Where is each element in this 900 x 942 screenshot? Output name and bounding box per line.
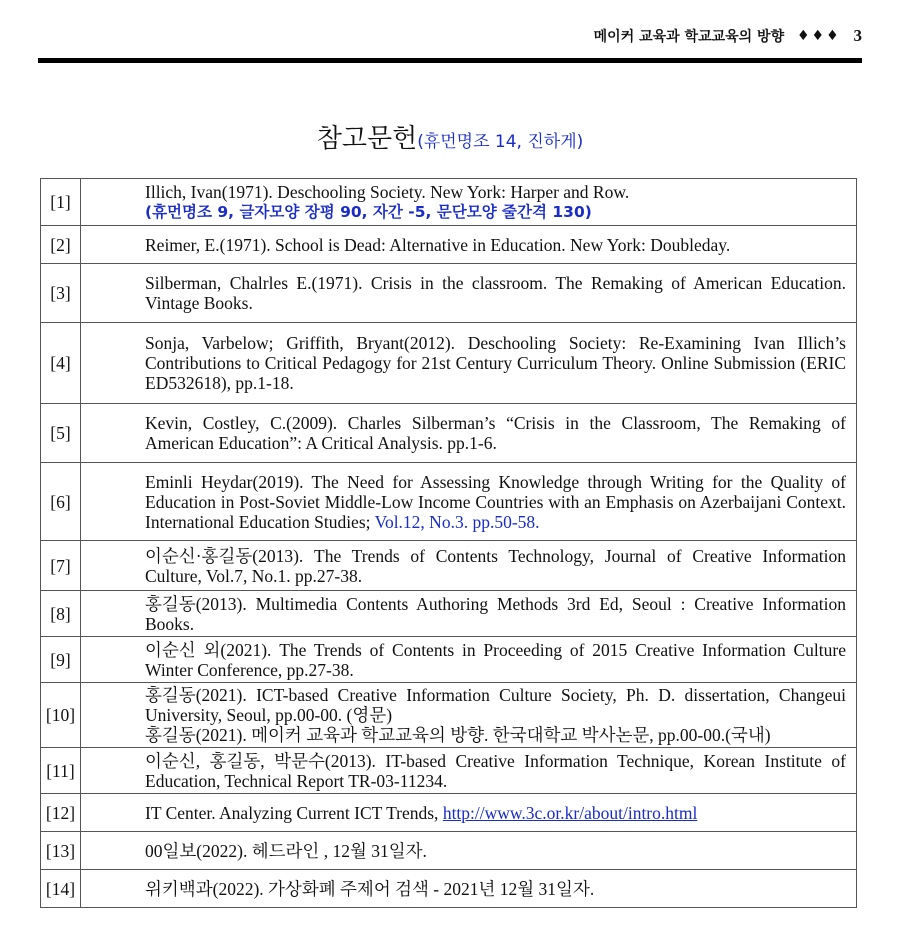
ref-number: [14]: [41, 870, 81, 908]
table-row: [41, 832, 857, 870]
ref-number: [7]: [41, 541, 81, 591]
ref-volume: Vol.12, No.3. pp.50-58.: [374, 511, 540, 532]
ref-text: 위키백과(2022). 가상화폐 주제어 검색 - 2021년 12월 31일자.: [81, 870, 857, 908]
table-row: [41, 264, 857, 323]
table-row: [41, 591, 857, 637]
table-row: [41, 463, 857, 541]
ref-number: [5]: [41, 404, 81, 463]
table-row: [41, 541, 857, 591]
ref-number: [8]: [41, 591, 81, 637]
header-rule: [38, 58, 862, 63]
ref-citation: IT Center. Analyzing Current ICT Trends,: [145, 802, 443, 823]
title-main: 참고문헌: [316, 124, 418, 154]
ref-number: [2]: [41, 226, 81, 264]
table-row: [41, 323, 857, 404]
ref-citation-domestic: 홍길동(2021). 메이커 교육과 학교교육의 방향. 한국대학교 박사논문, pp.00-00.(국내): [145, 725, 771, 745]
title-note: (휴먼명조 14, 진하게): [417, 132, 584, 152]
ref-text: 홍길동(2013). Multimedia Contents Authoring Methods 3rd Ed, Seoul : Creative Information Books.: [81, 591, 857, 637]
ref-url-link[interactable]: http://www.3c.or.kr/about/intro.html: [442, 802, 698, 823]
table-row: [41, 683, 857, 748]
ref-text: Reimer, E.(1971). School is Dead: Alternative in Education. New York: Doubleday.: [81, 226, 857, 264]
ref-text: Kevin, Costley, C.(2009). Charles Silberman’s “Crisis in the Classroom, The Remaking of American Education”: A Critical Analysis. pp.1-6.: [81, 404, 857, 463]
ref-text: 00일보(2022). 헤드라인 , 12월 31일자.: [81, 832, 857, 870]
ref-text: Sonja, Varbelow; Griffith, Bryant(2012). Deschooling Society: Re-Examining Ivan Illich’s Contributions to Critical Pedagogy for 21st Century Curriculum Theory. Online Submission (ERIC ED532618), pp.1-18.: [81, 323, 857, 404]
references-table: [40, 178, 857, 908]
ref-number: [12]: [41, 794, 81, 832]
section-title: [0, 118, 900, 155]
table-row: [41, 748, 857, 794]
ref-number: [10]: [41, 683, 81, 748]
ref-text: 이순신·홍길동(2013). The Trends of Contents Technology, Journal of Creative Information Culture, Vol.7, No.1. pp.27-38.: [81, 541, 857, 591]
ref-citation: Illich, Ivan(1971). Deschooling Society. New York: Harper and Row.: [145, 182, 630, 202]
table-row: [41, 637, 857, 683]
ref-number: [6]: [41, 463, 81, 541]
ornament-icon: ♦♦♦: [796, 28, 841, 44]
ref-number: [1]: [41, 179, 81, 226]
page-number: 3: [853, 26, 862, 45]
ref-number: [13]: [41, 832, 81, 870]
ref-number: [9]: [41, 637, 81, 683]
ref-citation: 홍길동(2021). ICT-based Creative Information Culture Society, Ph. D. dissertation, Changeui University, Seoul, pp.00-00. (영문): [145, 685, 846, 725]
running-header: [40, 26, 862, 54]
running-title: 메이커 교육과 학교교육의 방향: [593, 29, 785, 45]
format-note: (휴먼명조 9, 글자모양 장평 90, 자간 -5, 문단모양 줄간격 130): [145, 203, 592, 221]
ref-text: 이순신, 홍길동, 박문수(2013). IT-based Creative Information Technique, Korean Institute of Education, Technical Report TR-03-11234.: [81, 748, 857, 794]
table-row: [41, 179, 857, 226]
ref-text: [81, 794, 857, 832]
ref-text: [81, 683, 857, 748]
table-row: [41, 226, 857, 264]
ref-citation: Eminli Heydar(2019). The Need for Assessing Knowledge through Writing for the Quality of Education in Post-Soviet Middle-Low Income Countries with an Emphasis on Azerbaijani Context. International Education Studies;: [145, 471, 846, 532]
ref-number: [11]: [41, 748, 81, 794]
ref-text: 이순신 외(2021). The Trends of Contents in Proceeding of 2015 Creative Information Culture Winter Conference, pp.27-38.: [81, 637, 857, 683]
table-row: [41, 404, 857, 463]
table-row: [41, 870, 857, 908]
ref-text: Silberman, Chalrles E.(1971). Crisis in the classroom. The Remaking of American Education. Vintage Books.: [81, 264, 857, 323]
ref-number: [4]: [41, 323, 81, 404]
ref-text: [81, 463, 857, 541]
table-row: [41, 794, 857, 832]
ref-text: [81, 179, 857, 226]
ref-number: [3]: [41, 264, 81, 323]
